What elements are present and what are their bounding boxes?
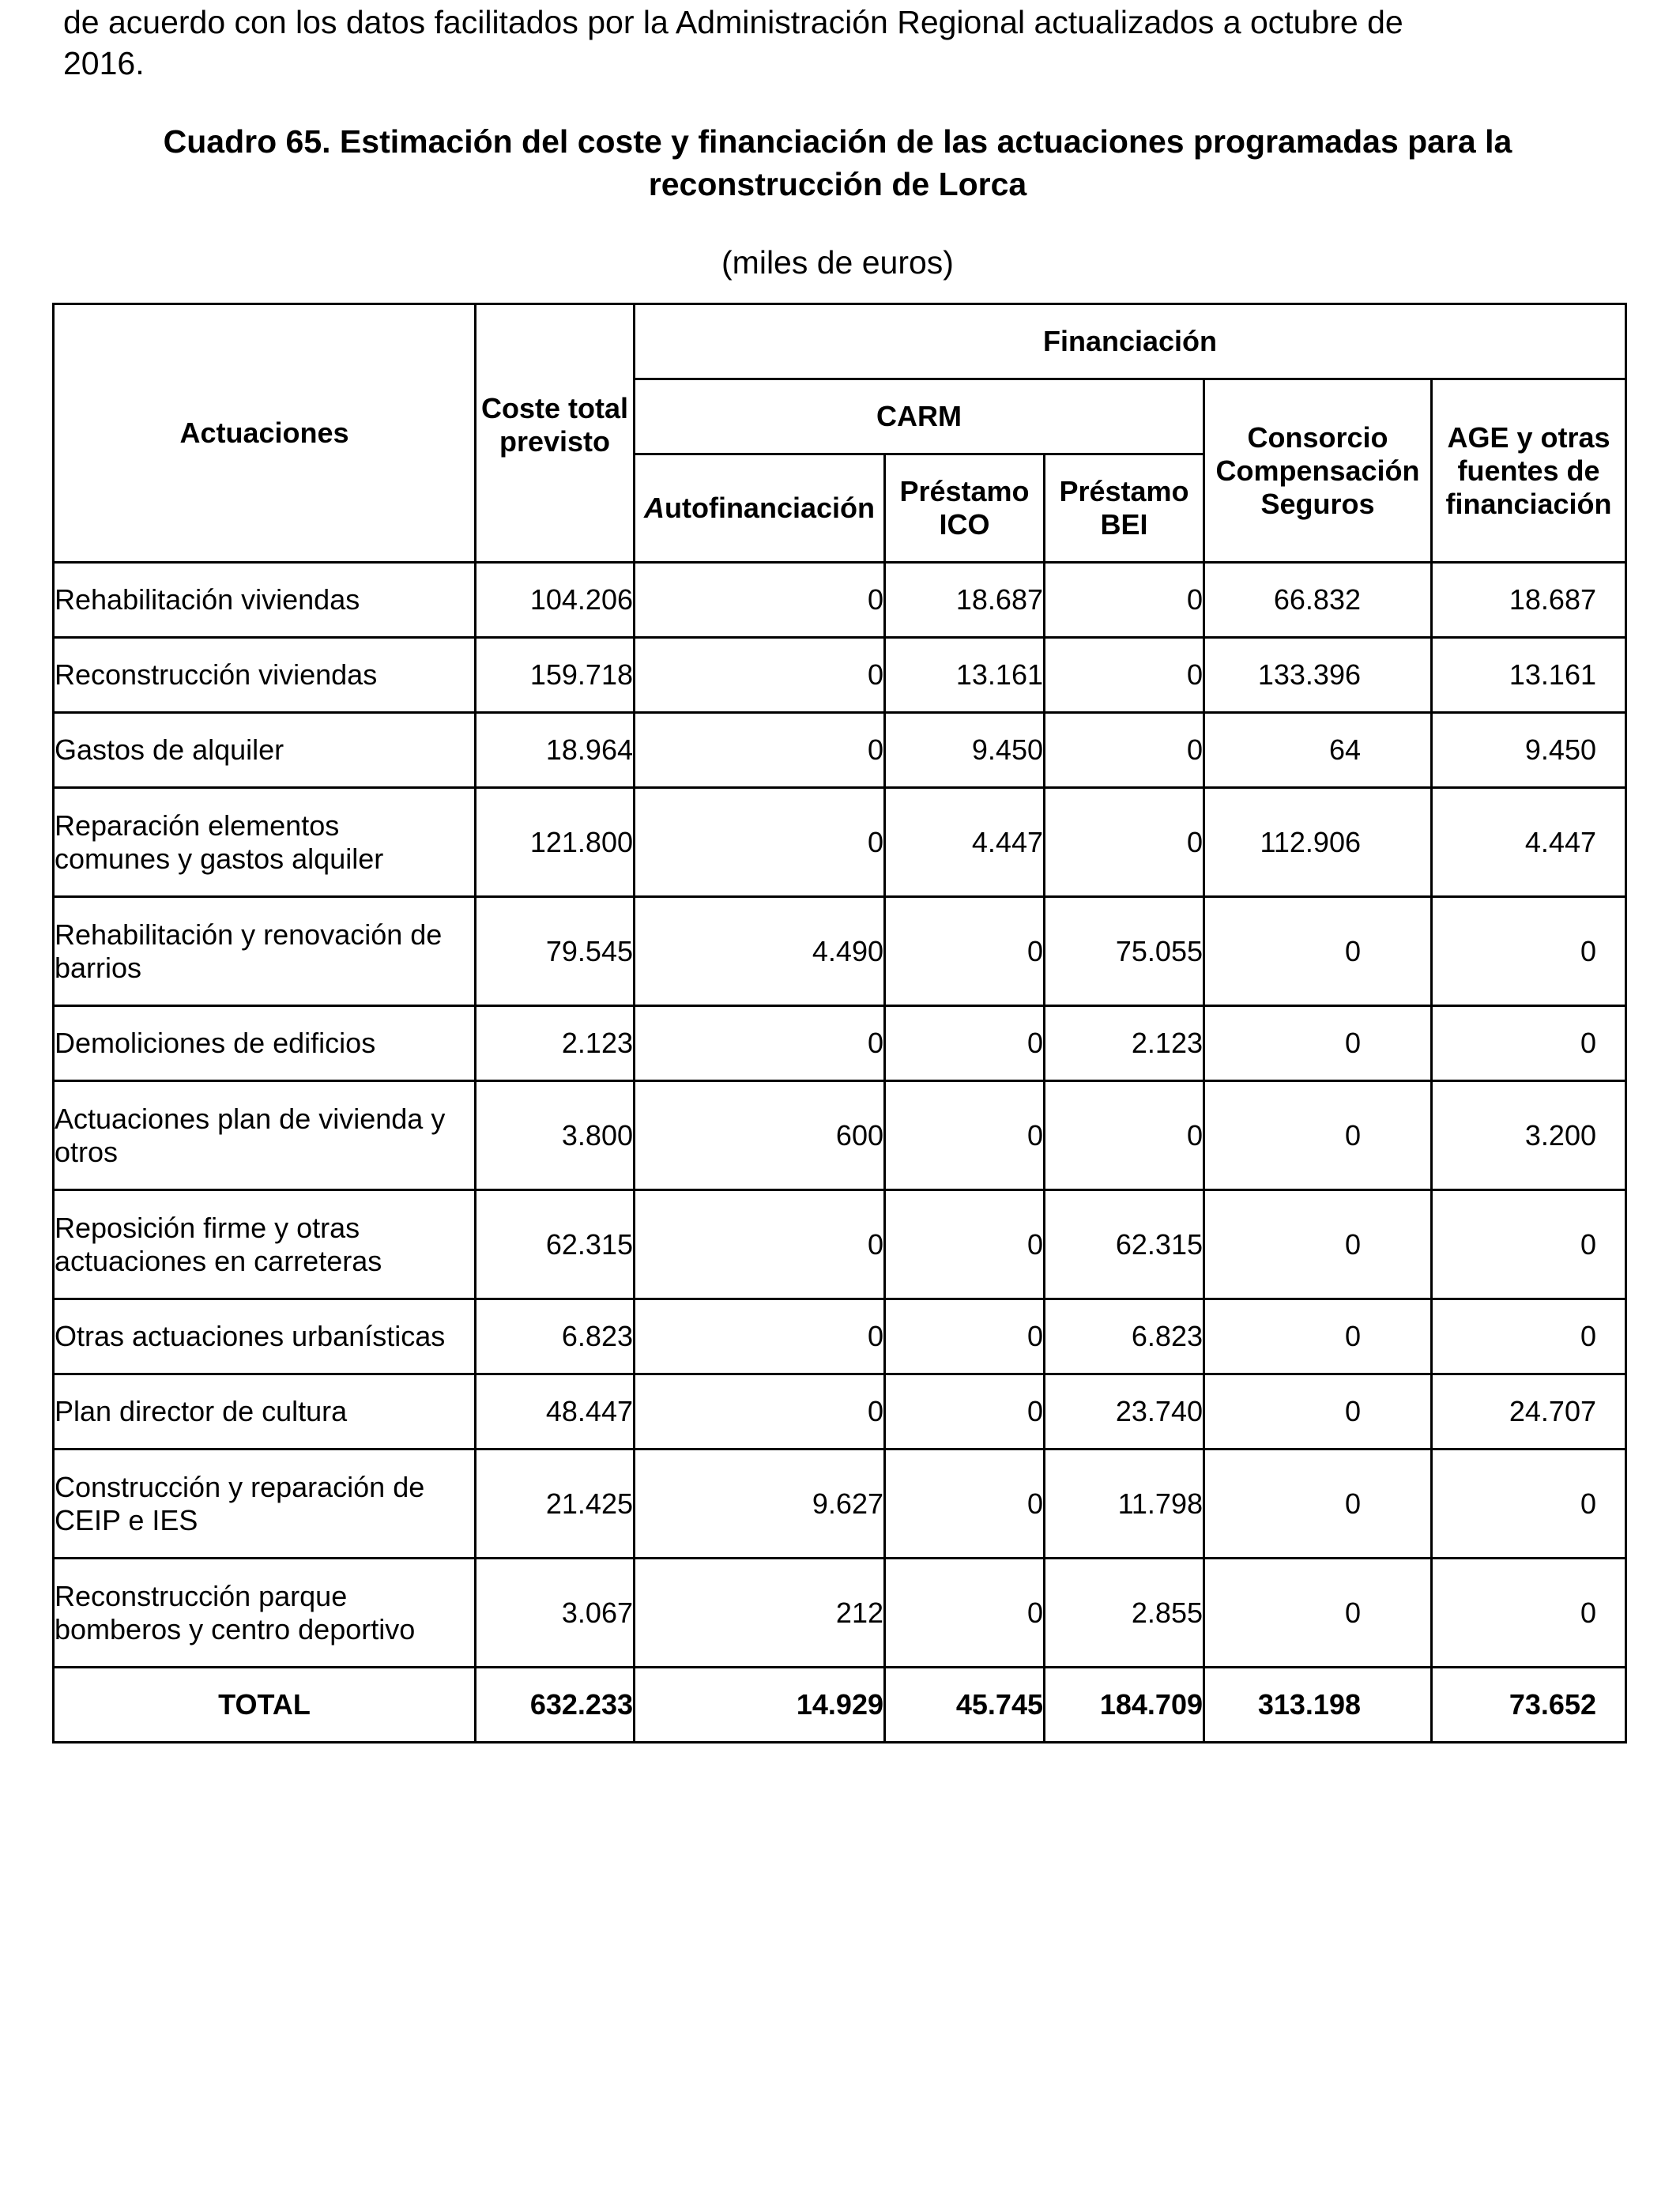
cell-consorcio: 112.906 <box>1204 788 1432 897</box>
total-label: TOTAL <box>54 1668 476 1743</box>
header-bei-line-2: BEI <box>1100 508 1148 541</box>
header-prestamo-bei <box>1045 454 1204 563</box>
cell-coste: 48.447 <box>476 1374 635 1449</box>
header-auto-rest: utofinanciación <box>664 492 875 524</box>
header-consorcio-line-1: Consorcio <box>1247 420 1388 454</box>
actuacion-line-1: Actuaciones plan de vivienda y <box>55 1102 446 1135</box>
actuacion-line-1: Rehabilitación y renovación de <box>55 918 443 951</box>
cell-autofinanciacion: 0 <box>635 1006 885 1081</box>
cell-actuacion <box>54 1299 476 1374</box>
table-row <box>54 713 1626 788</box>
cell-actuacion <box>54 1081 476 1190</box>
cell-actuacion <box>54 638 476 713</box>
header-actuaciones: Actuaciones <box>54 304 476 563</box>
actuacion-line-1: Reconstrucción viviendas <box>55 658 378 691</box>
total-age: 73.652 <box>1432 1668 1626 1743</box>
cell-age: 18.687 <box>1432 563 1626 638</box>
header-financiacion: Financiación <box>635 304 1626 379</box>
cell-prestamo-ico: 18.687 <box>885 563 1045 638</box>
cell-autofinanciacion: 0 <box>635 1374 885 1449</box>
table-row <box>54 1006 1626 1081</box>
cell-consorcio: 0 <box>1204 1559 1432 1668</box>
header-prestamo-ico <box>885 454 1045 563</box>
table-row <box>54 1299 1626 1374</box>
cell-prestamo-ico: 0 <box>885 897 1045 1006</box>
actuacion-line-1: Reposición firme y otras <box>55 1211 360 1244</box>
header-age-line-3: financiación <box>1445 487 1612 520</box>
actuacion-line-1: Reparación elementos <box>55 809 340 842</box>
cell-age: 0 <box>1432 1299 1626 1374</box>
actuacion-line-2: actuaciones en carreteras <box>55 1244 382 1277</box>
cell-consorcio: 64 <box>1204 713 1432 788</box>
cell-autofinanciacion: 4.490 <box>635 897 885 1006</box>
cell-coste: 79.545 <box>476 897 635 1006</box>
cell-autofinanciacion: 0 <box>635 1299 885 1374</box>
cell-prestamo-bei: 23.740 <box>1045 1374 1204 1449</box>
cell-coste: 6.823 <box>476 1299 635 1374</box>
header-auto-initial: A <box>643 492 665 524</box>
header-autofinanciacion <box>635 454 885 563</box>
cell-age: 0 <box>1432 1190 1626 1299</box>
cell-coste: 104.206 <box>476 563 635 638</box>
header-age <box>1432 379 1626 563</box>
cell-prestamo-ico: 0 <box>885 1299 1045 1374</box>
total-autofinanciacion: 14.929 <box>635 1668 885 1743</box>
cell-prestamo-bei: 11.798 <box>1045 1449 1204 1559</box>
table-row <box>54 1449 1626 1559</box>
cell-coste: 18.964 <box>476 713 635 788</box>
total-consorcio: 313.198 <box>1204 1668 1432 1743</box>
header-bei-line-1: Préstamo <box>1059 475 1189 507</box>
header-coste-total <box>476 304 635 563</box>
cell-prestamo-ico: 0 <box>885 1006 1045 1081</box>
actuacion-line-1: Reconstrucción parque <box>55 1579 348 1612</box>
cell-actuacion <box>54 1006 476 1081</box>
cell-prestamo-ico: 0 <box>885 1559 1045 1668</box>
cell-actuacion <box>54 1559 476 1668</box>
header-age-line-1: AGE y otras <box>1447 420 1610 454</box>
cell-prestamo-ico: 0 <box>885 1081 1045 1190</box>
cell-prestamo-bei: 0 <box>1045 1081 1204 1190</box>
table-row <box>54 563 1626 638</box>
cell-coste: 3.067 <box>476 1559 635 1668</box>
cell-consorcio: 0 <box>1204 1081 1432 1190</box>
cell-autofinanciacion: 0 <box>635 638 885 713</box>
cell-coste: 21.425 <box>476 1449 635 1559</box>
cell-prestamo-ico: 0 <box>885 1190 1045 1299</box>
header-consorcio <box>1204 379 1432 563</box>
cell-consorcio: 0 <box>1204 897 1432 1006</box>
cell-coste: 2.123 <box>476 1006 635 1081</box>
financing-table <box>52 303 1627 1744</box>
total-prestamo-ico: 45.745 <box>885 1668 1045 1743</box>
caption-line-1: Cuadro 65. Estimación del coste y financiación de las actuaciones programadas para la <box>163 123 1512 160</box>
header-age-line-2: fuentes de <box>1457 454 1600 487</box>
table-caption <box>63 120 1612 205</box>
cell-prestamo-bei: 0 <box>1045 713 1204 788</box>
intro-line-1: de acuerdo con los datos facilitados por la Administración Regional actualizados a octubre de <box>63 4 1403 40</box>
cell-consorcio: 133.396 <box>1204 638 1432 713</box>
table-row <box>54 638 1626 713</box>
actuacion-line-2: otros <box>55 1135 119 1168</box>
cell-autofinanciacion: 0 <box>635 1190 885 1299</box>
actuacion-line-1: Construcción y reparación de <box>55 1470 425 1503</box>
header-ico-line-1: Préstamo <box>899 475 1030 507</box>
cell-coste: 159.718 <box>476 638 635 713</box>
actuacion-line-2: comunes y gastos alquiler <box>55 842 384 875</box>
cell-age: 0 <box>1432 897 1626 1006</box>
table-row <box>54 1559 1626 1668</box>
cell-autofinanciacion: 9.627 <box>635 1449 885 1559</box>
cell-prestamo-bei: 75.055 <box>1045 897 1204 1006</box>
header-coste-line-2: previsto <box>499 425 611 458</box>
cell-actuacion <box>54 563 476 638</box>
cell-prestamo-bei: 6.823 <box>1045 1299 1204 1374</box>
cell-autofinanciacion: 600 <box>635 1081 885 1190</box>
header-carm: CARM <box>635 379 1204 454</box>
cell-age: 3.200 <box>1432 1081 1626 1190</box>
cell-prestamo-ico: 0 <box>885 1374 1045 1449</box>
actuacion-line-1: Gastos de alquiler <box>55 733 284 766</box>
cell-prestamo-bei: 2.855 <box>1045 1559 1204 1668</box>
cell-actuacion <box>54 1449 476 1559</box>
cell-age: 0 <box>1432 1449 1626 1559</box>
cell-age: 0 <box>1432 1006 1626 1081</box>
cell-age: 13.161 <box>1432 638 1626 713</box>
cell-prestamo-bei: 2.123 <box>1045 1006 1204 1081</box>
actuacion-line-1: Rehabilitación viviendas <box>55 583 360 616</box>
cell-actuacion <box>54 1190 476 1299</box>
actuacion-line-2: bomberos y centro deportivo <box>55 1612 416 1646</box>
units-note: (miles de euros) <box>721 244 954 281</box>
cell-prestamo-bei: 0 <box>1045 638 1204 713</box>
cell-prestamo-ico: 0 <box>885 1449 1045 1559</box>
cell-prestamo-ico: 4.447 <box>885 788 1045 897</box>
cell-coste: 3.800 <box>476 1081 635 1190</box>
cell-prestamo-bei: 62.315 <box>1045 1190 1204 1299</box>
cell-autofinanciacion: 0 <box>635 788 885 897</box>
header-consorcio-line-3: Seguros <box>1260 487 1375 520</box>
cell-autofinanciacion: 0 <box>635 563 885 638</box>
cell-age: 4.447 <box>1432 788 1626 897</box>
cell-age: 24.707 <box>1432 1374 1626 1449</box>
total-prestamo-bei: 184.709 <box>1045 1668 1204 1743</box>
cell-autofinanciacion: 0 <box>635 713 885 788</box>
actuacion-line-1: Demoliciones de edificios <box>55 1027 376 1059</box>
cell-consorcio: 0 <box>1204 1374 1432 1449</box>
table-body <box>54 563 1626 1743</box>
table-row <box>54 897 1626 1006</box>
table-row <box>54 1081 1626 1190</box>
cell-age: 9.450 <box>1432 713 1626 788</box>
intro-paragraph <box>63 2 1612 84</box>
cell-prestamo-ico: 9.450 <box>885 713 1045 788</box>
cell-consorcio: 0 <box>1204 1299 1432 1374</box>
table-row <box>54 788 1626 897</box>
table-row <box>54 1190 1626 1299</box>
cell-coste: 121.800 <box>476 788 635 897</box>
cell-prestamo-bei: 0 <box>1045 788 1204 897</box>
header-ico-line-2: ICO <box>939 508 990 541</box>
cell-actuacion <box>54 1374 476 1449</box>
caption-line-2: reconstrucción de Lorca <box>648 166 1027 202</box>
cell-coste: 62.315 <box>476 1190 635 1299</box>
actuacion-line-2: barrios <box>55 951 142 984</box>
actuacion-line-2: CEIP e IES <box>55 1503 198 1536</box>
cell-consorcio: 0 <box>1204 1190 1432 1299</box>
cell-actuacion <box>54 788 476 897</box>
cell-age: 0 <box>1432 1559 1626 1668</box>
total-row <box>54 1668 1626 1743</box>
cell-consorcio: 66.832 <box>1204 563 1432 638</box>
cell-consorcio: 0 <box>1204 1006 1432 1081</box>
cell-actuacion <box>54 713 476 788</box>
cell-consorcio: 0 <box>1204 1449 1432 1559</box>
actuacion-line-1: Plan director de cultura <box>55 1395 348 1427</box>
cell-actuacion <box>54 897 476 1006</box>
actuacion-line-1: Otras actuaciones urbanísticas <box>55 1320 446 1352</box>
cell-prestamo-bei: 0 <box>1045 563 1204 638</box>
intro-line-2: 2016. <box>63 45 145 81</box>
header-consorcio-line-2: Compensación <box>1215 454 1420 487</box>
total-coste: 632.233 <box>476 1668 635 1743</box>
cell-autofinanciacion: 212 <box>635 1559 885 1668</box>
cell-prestamo-ico: 13.161 <box>885 638 1045 713</box>
header-coste-line-1: Coste total <box>480 392 628 424</box>
table-row <box>54 1374 1626 1449</box>
